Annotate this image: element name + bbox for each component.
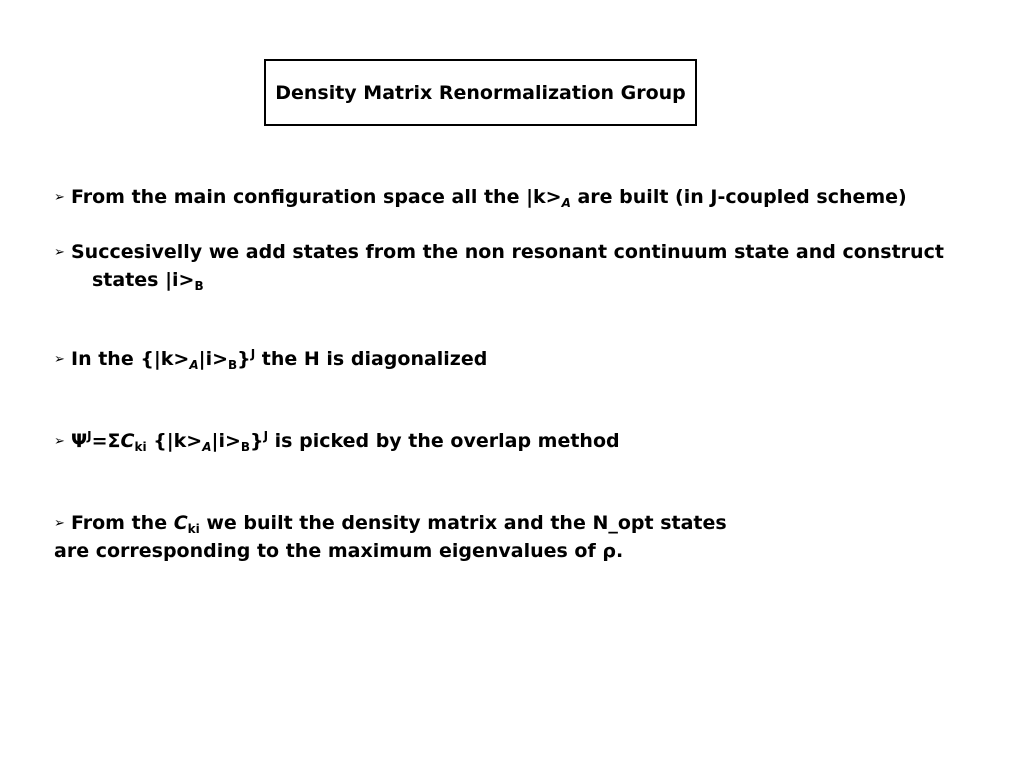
bullet-3 — [54, 345, 487, 374]
close-brace: } — [250, 430, 264, 452]
bullet-1 — [54, 183, 907, 212]
subscript-a: A — [561, 196, 571, 210]
bullet-5-text-end: we built the density matrix and the N_opt states — [199, 512, 727, 534]
bullet-5 — [54, 509, 727, 538]
psi-symbol: Ψ — [71, 430, 88, 452]
superscript-j: J — [263, 429, 269, 443]
bullet-4 — [54, 427, 620, 456]
ket-i: |i> — [211, 430, 241, 452]
ket-k: {|k> — [146, 430, 203, 452]
bullet-arrow-icon: ➢ — [54, 516, 65, 531]
equals-sigma: =Σ — [91, 430, 121, 452]
bullet-arrow-icon: ➢ — [54, 245, 65, 260]
bullet-3-text-end: the H is diagonalized — [255, 348, 488, 370]
bullet-arrow-icon: ➢ — [54, 434, 65, 449]
bullet-3-text: In the {|k> — [71, 348, 190, 370]
slide-title: Density Matrix Renormalization Group — [275, 81, 686, 104]
superscript-j: J — [250, 347, 256, 361]
bullet-arrow-icon: ➢ — [54, 352, 65, 367]
superscript-j: J — [87, 429, 92, 443]
coefficient-c: C — [173, 512, 188, 534]
subscript-b: B — [194, 279, 204, 293]
title-box — [264, 59, 697, 126]
bullet-arrow-icon: ➢ — [54, 190, 65, 205]
subscript-a: A — [189, 358, 199, 372]
bullet-5-continuation — [54, 537, 623, 565]
subscript-a: A — [202, 440, 212, 454]
bullet-2-text-line2: states |i> — [92, 269, 195, 291]
subscript-ki: ki — [187, 522, 200, 536]
subscript-ki: ki — [134, 440, 147, 454]
bullet-1-text-end: are built (in J-coupled scheme) — [570, 186, 907, 208]
coefficient-c: C — [120, 430, 135, 452]
bullet-2-continuation — [54, 266, 204, 294]
bullet-2-text: Succesivelly we add states from the non resonant continuum state and construct — [71, 241, 944, 263]
bullet-5-text: From the — [71, 512, 174, 534]
ket-i: |i> — [198, 348, 229, 370]
bullet-1-text: From the main configuration space all the |k> — [71, 186, 562, 208]
bullet-5-text-line2: are corresponding to the maximum eigenvalues of ρ. — [54, 540, 624, 562]
close-brace: } — [237, 348, 251, 370]
subscript-b: B — [228, 358, 238, 372]
bullet-2 — [54, 238, 944, 267]
bullet-4-text-end: is picked by the overlap method — [268, 430, 620, 452]
subscript-b: B — [240, 440, 251, 454]
